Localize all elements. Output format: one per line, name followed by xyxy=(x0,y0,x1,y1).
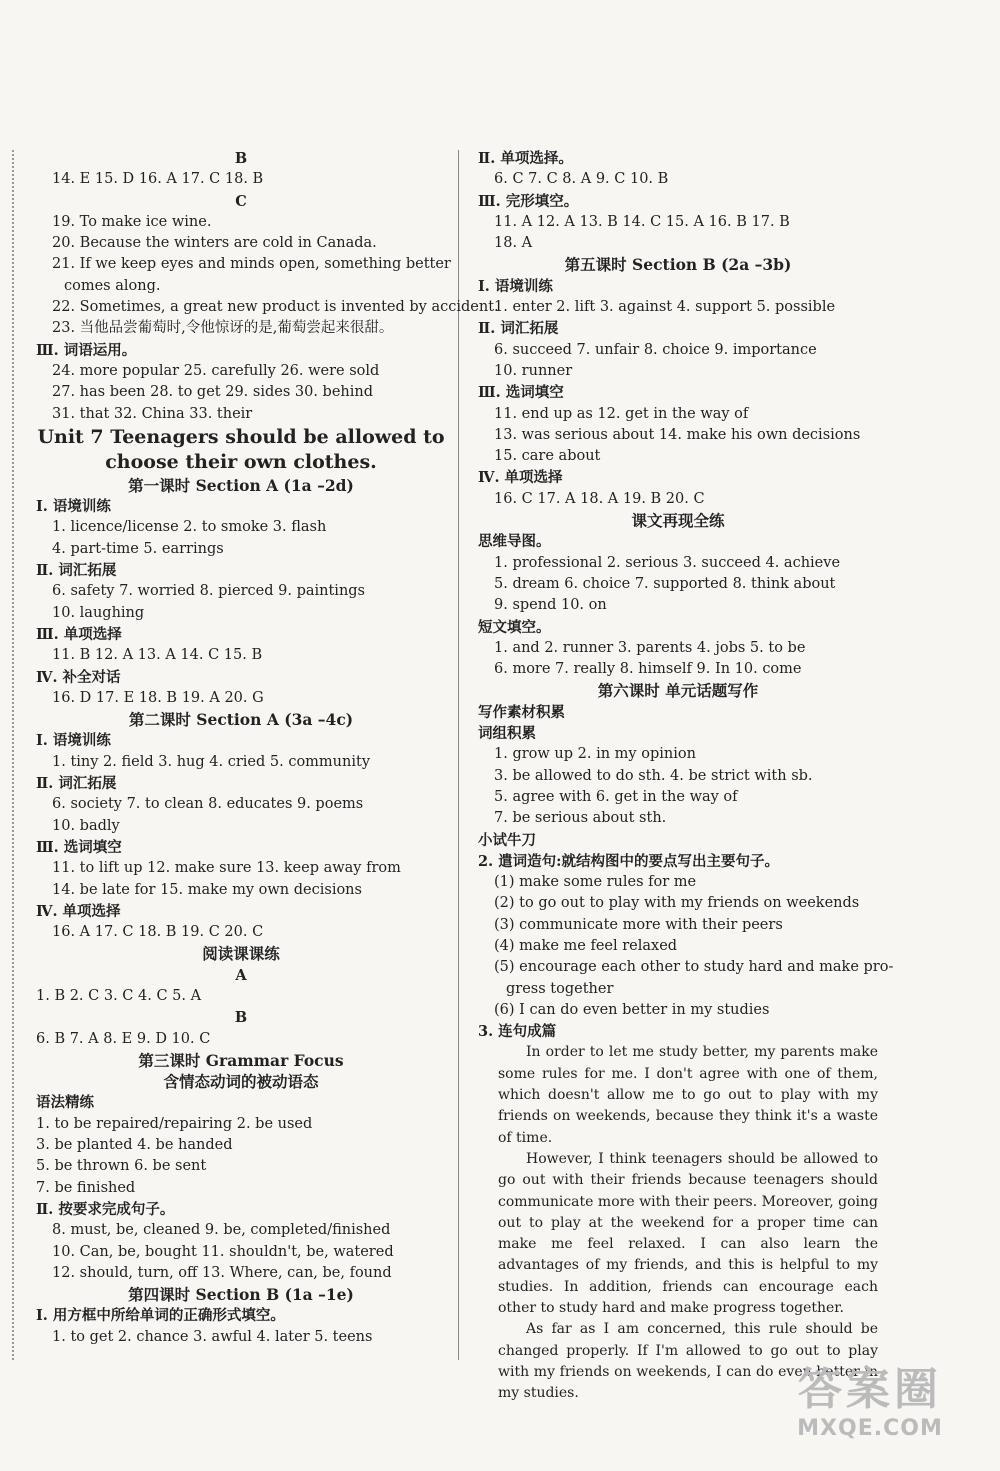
exercise-heading: Ⅰ. 语境训练 xyxy=(36,498,111,516)
answer-line: 16. C 17. A 18. A 19. B 20. C xyxy=(494,490,705,507)
answer-line: 19. To make ice wine. xyxy=(52,213,212,230)
answer-line: (3) communicate more with their peers xyxy=(494,916,783,933)
answer-line: 31. that 32. China 33. their xyxy=(52,405,253,422)
answer-line: 20. Because the winters are cold in Canada. xyxy=(52,235,377,252)
exercise-heading: Ⅰ. 语境训练 xyxy=(36,732,111,750)
answer-line: 10. badly xyxy=(52,817,120,834)
answer-line: (2) to go out to play with my friends on weekends xyxy=(494,895,860,912)
answer-line: 1. enter 2. lift 3. against 4. support 5. possible xyxy=(494,299,836,316)
answer-line: 1. B 2. C 3. C 4. C 5. A xyxy=(36,987,202,1004)
essay-paragraph: In order to let me study better, my parents make some rules for me. I don't agree with one of them, which doesn't allow me to go out to play with my friends on weekends, because they think it's a waste of time. xyxy=(498,1044,878,1146)
answer-line: 1. professional 2. serious 3. succeed 4. achieve xyxy=(494,554,841,571)
lesson-heading: 阅读课课练 xyxy=(202,944,280,964)
answer-line: 5. dream 6. choice 7. supported 8. think about xyxy=(494,575,836,592)
answer-line: 1. to get 2. chance 3. awful 4. later 5. teens xyxy=(52,1328,373,1345)
answer-line: 6. more 7. really 8. himself 9. In 10. come xyxy=(494,661,802,678)
exercise-heading: Ⅰ. 语境训练 xyxy=(478,277,553,295)
exercise-heading: Ⅲ. 单项选择 xyxy=(36,625,122,643)
answer-line: 11. A 12. A 13. B 14. C 15. A 16. B 17. B xyxy=(494,213,790,230)
answer-line: 12. should, turn, off 13. Where, can, be, found xyxy=(52,1264,392,1281)
exercise-heading: 语法精练 xyxy=(36,1094,94,1112)
answer-line: 6. C 7. C 8. A 9. C 10. B xyxy=(494,171,669,188)
answer-line: 8. must, be, cleaned 9. be, completed/finished xyxy=(52,1222,391,1239)
exercise-heading: Ⅲ. 选词填空 xyxy=(478,384,564,402)
left-column xyxy=(36,148,499,1348)
answer-line: 11. end up as 12. get in the way of xyxy=(494,405,749,422)
answer-line: 10. laughing xyxy=(52,604,145,621)
subsection-letter: C xyxy=(235,192,247,210)
subsection-letter: B xyxy=(234,1009,248,1027)
answer-line: 10. Can, be, bought 11. shouldn't, be, watered xyxy=(52,1243,394,1260)
site-watermark xyxy=(780,1364,960,1459)
subsection-letter: A xyxy=(235,966,247,984)
watermark-logo-text: 答案圈 xyxy=(798,1364,942,1415)
answer-line: 1. grow up 2. in my opinion xyxy=(494,746,696,763)
answer-line: 1. to be repaired/repairing 2. be used xyxy=(36,1115,313,1132)
essay-paragraph: However, I think teenagers should be allowed to go out with their friends because teenagers should communicate more with their peers. Moreover, going out to play at the weekend for a proper time can make me feel relaxed. I can also learn the advantages of my friends, and this is helpful to my studies. In addition, friends can encourage each other to study hard and make progress together. xyxy=(498,1150,878,1317)
exercise-heading: Ⅱ. 词汇拓展 xyxy=(36,775,117,793)
answer-line: 7. be finished xyxy=(36,1179,136,1196)
answer-line: (1) make some rules for me xyxy=(494,874,697,891)
exercise-heading: 2. 遣词造句:就结构图中的要点写出主要句子。 xyxy=(478,852,780,870)
exercise-heading: 3. 连句成篇 xyxy=(478,1023,557,1041)
lesson-heading: 第五课时 Section B (2a –3b) xyxy=(564,255,792,275)
answer-line: 3. be planted 4. be handed xyxy=(36,1137,233,1154)
exercise-heading: Ⅰ. 用方框中所给单词的正确形式填空。 xyxy=(36,1307,285,1325)
answer-line: 11. to lift up 12. make sure 13. keep away from xyxy=(52,860,401,877)
answer-line: 10. runner xyxy=(494,362,573,379)
subsection-letter: B xyxy=(234,150,248,167)
answer-line: 1. tiny 2. field 3. hug 4. cried 5. community xyxy=(52,753,371,770)
column-divider xyxy=(458,150,459,1360)
exercise-heading: Ⅳ. 单项选择 xyxy=(36,902,121,920)
lesson-heading: 第二课时 Section A (3a –4c) xyxy=(128,710,354,730)
unit-title-line: Unit 7 Teenagers should be allowed to xyxy=(37,425,445,448)
answer-line: 13. was serious about 14. make his own decisions xyxy=(494,426,861,443)
answer-line: 5. be thrown 6. be sent xyxy=(36,1158,207,1175)
binding-margin-line xyxy=(12,150,14,1360)
answer-line: 1. licence/license 2. to smoke 3. flash xyxy=(52,519,327,536)
lesson-heading: 第一课时 Section A (1a –2d) xyxy=(128,475,354,495)
lesson-heading: 课文再现全练 xyxy=(631,511,725,531)
answer-line: 6. society 7. to clean 8. educates 9. poems xyxy=(52,796,364,813)
answer-line: 7. be serious about sth. xyxy=(494,810,667,827)
exercise-heading: Ⅳ. 补全对话 xyxy=(36,668,121,686)
essay-paragraph: As far as I am concerned, this rule should be changed properly. If I'm allowed to go out to play with my friends on weekends, I can do even better in my studies. xyxy=(498,1321,878,1402)
exercise-heading: 写作素材积累 xyxy=(478,703,565,721)
exercise-heading: 小试牛刀 xyxy=(478,831,536,849)
lesson-heading: 含情态动词的被动语态 xyxy=(163,1072,319,1092)
answer-line: 24. more popular 25. carefully 26. were sold xyxy=(52,362,380,379)
exercise-heading: Ⅱ. 词汇拓展 xyxy=(36,562,117,580)
exercise-heading: Ⅱ. 词汇拓展 xyxy=(478,320,559,338)
answer-line: 6. succeed 7. unfair 8. choice 9. importance xyxy=(494,341,817,358)
answer-line: 9. spend 10. on xyxy=(494,597,607,614)
answer-line: 27. has been 28. to get 29. sides 30. behind xyxy=(52,384,374,401)
answer-line: 5. agree with 6. get in the way of xyxy=(494,788,738,805)
unit-title-line: choose their own clothes. xyxy=(105,450,377,473)
exercise-heading: Ⅲ. 完形填空。 xyxy=(478,192,579,210)
answer-line: (5) encourage each other to study hard and make pro- xyxy=(494,959,894,976)
exercise-heading: 短文填空。 xyxy=(478,618,551,636)
answer-line: 18. A xyxy=(494,235,533,252)
answer-line: 21. If we keep eyes and minds open, something better xyxy=(52,256,451,273)
answer-line: 11. B 12. A 13. A 14. C 15. B xyxy=(52,647,263,664)
exercise-heading: 思维导图。 xyxy=(478,533,551,551)
lesson-heading: 第四课时 Section B (1a –1e) xyxy=(128,1285,354,1305)
answer-line: 3. be allowed to do sth. 4. be strict with sb. xyxy=(494,767,813,784)
answer-line: 14. be late for 15. make my own decisions xyxy=(52,881,362,898)
answer-line: 23. 当他品尝葡萄时,令他惊讶的是,葡萄尝起来很甜。 xyxy=(52,320,394,337)
answer-line: 1. and 2. runner 3. parents 4. jobs 5. to be xyxy=(494,639,806,656)
lesson-heading: 第三课时 Grammar Focus xyxy=(138,1050,344,1070)
answer-line: (4) make me feel relaxed xyxy=(494,937,678,954)
right-answer-lines xyxy=(478,148,894,1042)
exercise-heading: Ⅲ. 选词填空 xyxy=(36,838,122,856)
answer-line: (6) I can do even better in my studies xyxy=(494,1001,770,1018)
answer-line: 22. Sometimes, a great new product is invented by accident. xyxy=(52,299,499,316)
exercise-heading: Ⅲ. 词语运用。 xyxy=(36,341,137,359)
exercise-heading: 词组积累 xyxy=(478,725,536,743)
answer-line: 14. E 15. D 16. A 17. C 18. B xyxy=(52,171,264,188)
answer-continuation: gress together xyxy=(506,980,614,997)
answer-line: 6. safety 7. worried 8. pierced 9. paintings xyxy=(52,583,366,600)
lesson-heading: 第六课时 单元话题写作 xyxy=(597,681,759,701)
answer-line: 16. A 17. C 18. B 19. C 20. C xyxy=(52,924,264,941)
essay xyxy=(478,1042,878,1404)
exercise-heading: Ⅱ. 单项选择。 xyxy=(478,150,573,167)
answer-line: 4. part-time 5. earrings xyxy=(52,540,224,557)
answer-line: 16. D 17. E 18. B 19. A 20. G xyxy=(52,689,264,706)
exercise-heading: Ⅱ. 按要求完成句子。 xyxy=(36,1200,175,1218)
answer-continuation: comes along. xyxy=(64,277,161,294)
answer-line: 6. B 7. A 8. E 9. D 10. C xyxy=(36,1030,211,1047)
exercise-heading: Ⅳ. 单项选择 xyxy=(478,469,563,487)
watermark-url: MXQE.COM xyxy=(797,1416,943,1441)
answer-line: 15. care about xyxy=(494,448,601,465)
